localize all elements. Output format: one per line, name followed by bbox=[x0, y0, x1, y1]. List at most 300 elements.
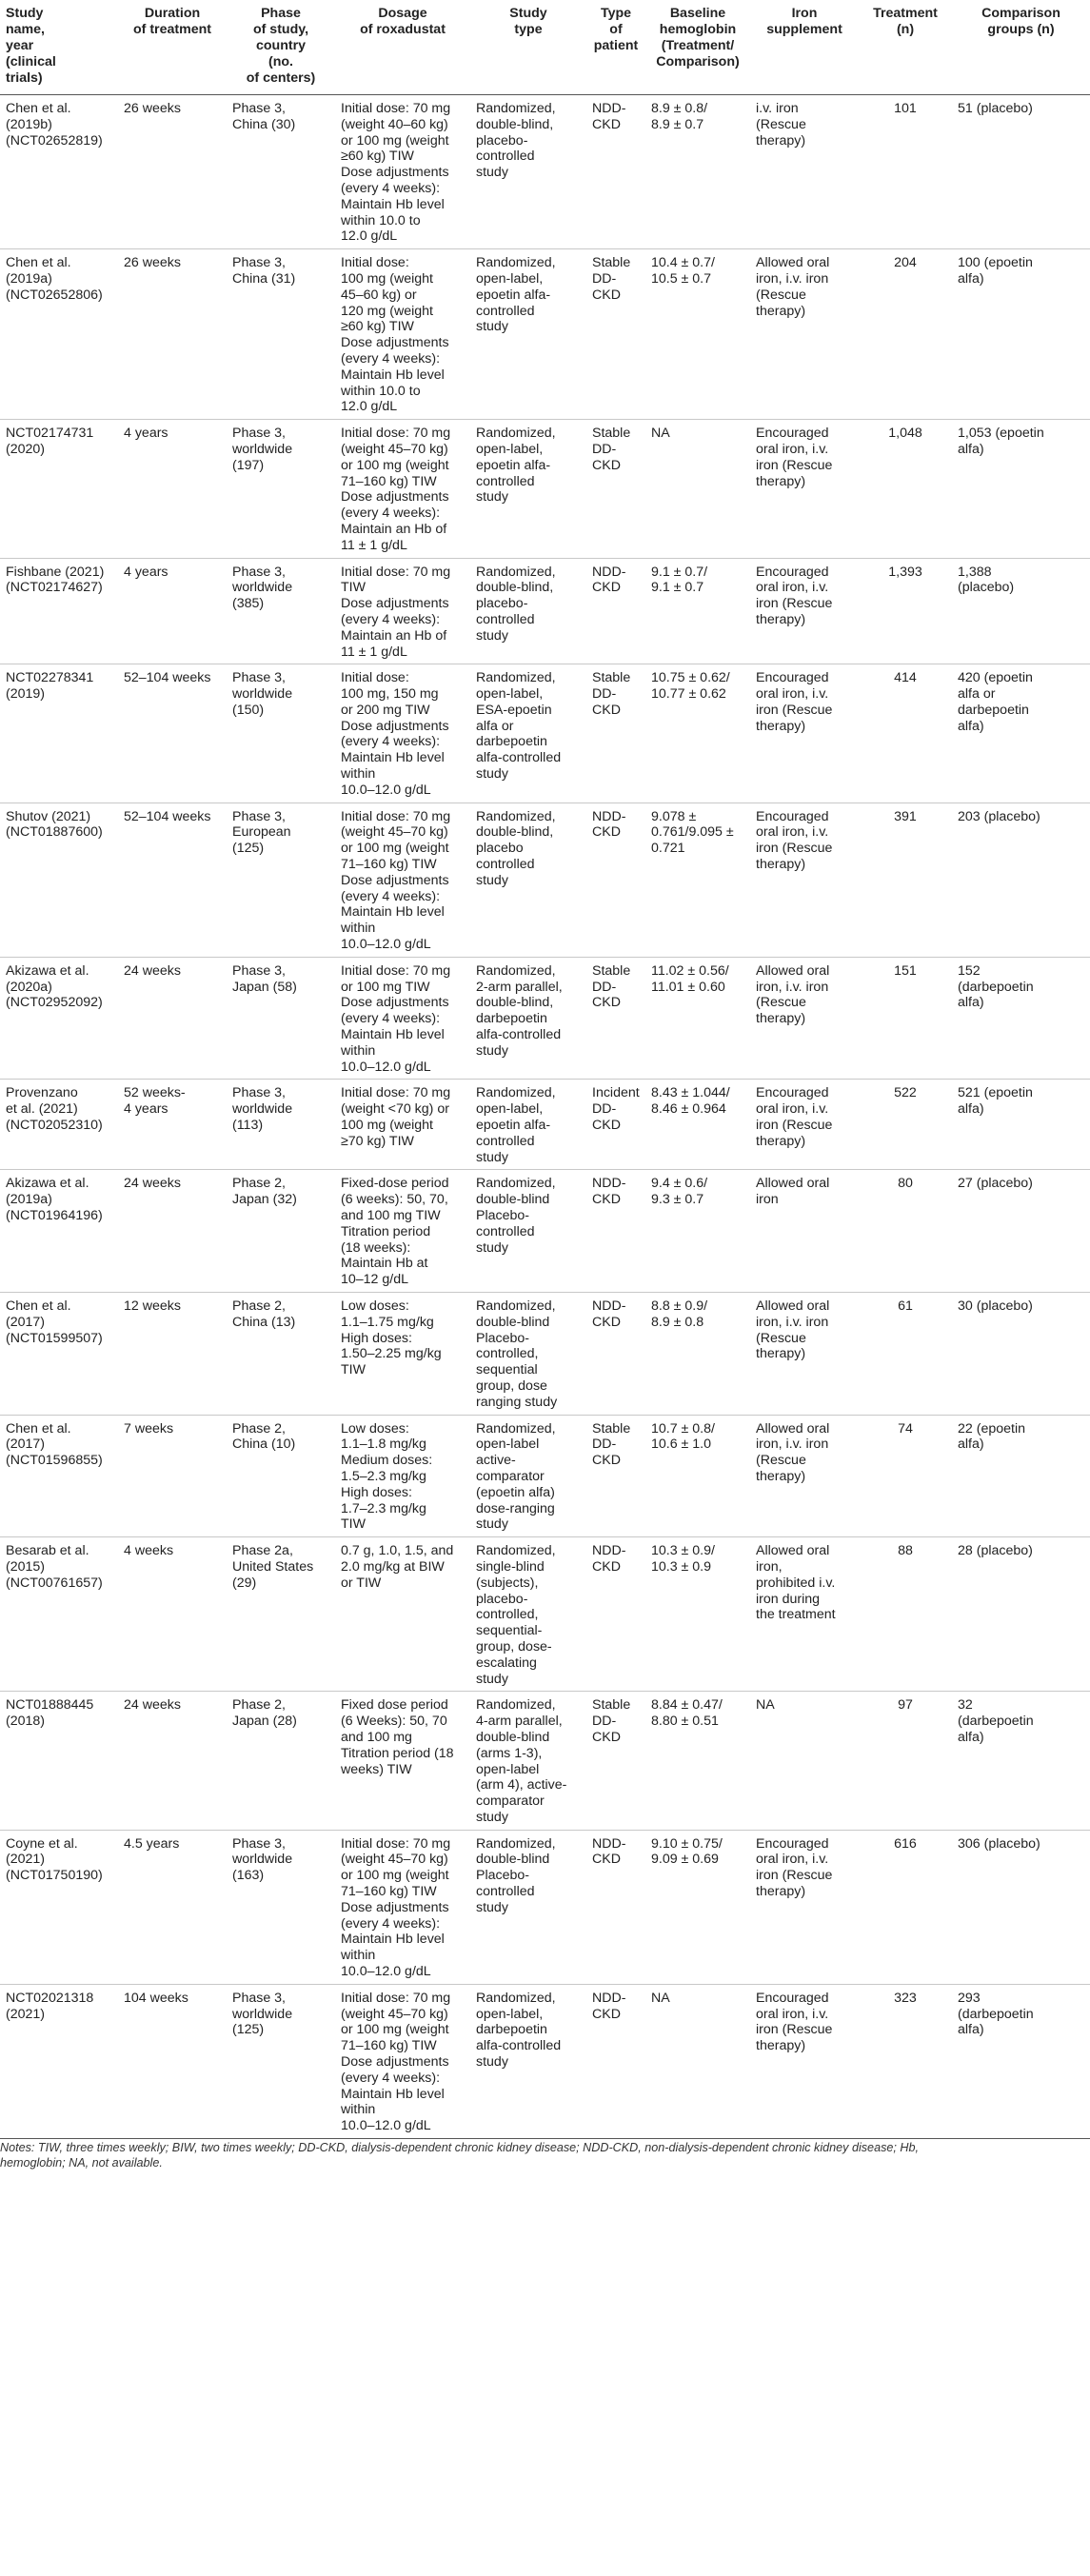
cell-text-line: NA bbox=[756, 1697, 775, 1714]
cell-text-line: Dose adjustments bbox=[341, 1899, 449, 1915]
study-name-cell bbox=[0, 1292, 118, 1415]
cell-text-line: iron during bbox=[756, 1591, 821, 1607]
cell-text-line: epoetin alfa- bbox=[476, 457, 551, 473]
cell-text-line: oral iron, i.v. bbox=[756, 824, 829, 841]
cell-text-line: Encouraged bbox=[756, 426, 829, 442]
cell-text-line: 1,048 bbox=[888, 426, 922, 442]
cell-text-line: (163) bbox=[232, 1868, 265, 1884]
cell-text-line: open-label bbox=[476, 1761, 540, 1777]
cell-text-line: alfa) bbox=[958, 2022, 984, 2038]
cell-text-line: Allowed oral bbox=[756, 1298, 830, 1314]
table-row bbox=[0, 1537, 1090, 1692]
iron-supplement-cell bbox=[750, 957, 859, 1080]
dosage-cell bbox=[335, 1292, 470, 1415]
header-text-line: type bbox=[514, 22, 543, 37]
cell-text-line: 28 (placebo) bbox=[958, 1543, 1033, 1559]
cell-text-line: Phase 2, bbox=[232, 1697, 287, 1714]
cell-text-line: or 100 mg (weight bbox=[341, 132, 449, 149]
cell-text-line: (2019) bbox=[6, 686, 46, 703]
cell-text-line: CKD bbox=[592, 1729, 621, 1745]
iron-supplement-cell bbox=[750, 1080, 859, 1170]
cell-text-line: Stable bbox=[592, 1697, 631, 1714]
cell-text-line: Maintain Hb level bbox=[341, 2086, 445, 2102]
baseline-hemoglobin-cell bbox=[645, 95, 750, 249]
cell-text-line: and 100 mg bbox=[341, 1729, 412, 1745]
cell-text-line: Randomized, bbox=[476, 564, 556, 580]
header-text-line: patient bbox=[593, 38, 639, 53]
comparison-groups-cell bbox=[952, 249, 1090, 420]
cell-text-line: open-label, bbox=[476, 2006, 544, 2022]
cell-text-line: within 10.0 to bbox=[341, 383, 421, 399]
cell-text-line: iron, bbox=[756, 1558, 783, 1575]
cell-text-line: therapy) bbox=[756, 303, 806, 319]
table-notes bbox=[0, 2139, 1090, 2170]
cell-text-line: CKD bbox=[592, 1852, 621, 1868]
baseline-hemoglobin-cell bbox=[645, 803, 750, 957]
cell-text-line: (385) bbox=[232, 596, 265, 612]
iron-supplement-cell bbox=[750, 803, 859, 957]
cell-text-line: study bbox=[476, 1239, 508, 1256]
phase-cell bbox=[227, 1080, 335, 1170]
cell-text-line: alfa or bbox=[958, 686, 996, 703]
header-text-line: of study, bbox=[252, 22, 309, 37]
cell-text-line: darbepoetin bbox=[958, 702, 1029, 718]
cell-text-line: alfa) bbox=[958, 995, 984, 1011]
cell-text-line: (every 4 weeks): bbox=[341, 350, 441, 367]
phase-cell bbox=[227, 803, 335, 957]
cell-text-line: within bbox=[341, 1042, 376, 1059]
cell-text-line: 71–160 kg) TIW bbox=[341, 857, 437, 873]
comparison-groups-cell bbox=[952, 803, 1090, 957]
cell-text-line: Maintain Hb level bbox=[341, 904, 445, 921]
baseline-hemoglobin-cell bbox=[645, 558, 750, 664]
cell-text-line: worldwide bbox=[232, 2006, 293, 2022]
cell-text-line: iron (Rescue bbox=[756, 702, 833, 718]
cell-text-line: alfa) bbox=[958, 441, 984, 457]
study-name-cell bbox=[0, 249, 118, 420]
treatment-n-cell bbox=[859, 803, 952, 957]
cell-text-line: CKD bbox=[592, 995, 621, 1011]
dosage-cell bbox=[335, 1830, 470, 1984]
study-name-cell bbox=[0, 420, 118, 558]
cell-text-line: (NCT01964196) bbox=[6, 1208, 103, 1223]
table-row bbox=[0, 1415, 1090, 1537]
cell-text-line: 45–60 kg) or bbox=[341, 287, 417, 303]
cell-text-line: (weight 45–70 kg) bbox=[341, 824, 448, 841]
baseline-hemoglobin-cell bbox=[645, 1292, 750, 1415]
cell-text-line: CKD bbox=[592, 2006, 621, 2022]
cell-text-line: iron, i.v. iron bbox=[756, 270, 829, 287]
cell-text-line: study bbox=[476, 1042, 508, 1059]
cell-text-line: (2019a) bbox=[6, 270, 52, 287]
study-name-cell bbox=[0, 95, 118, 249]
cell-text-line: 152 bbox=[958, 962, 981, 979]
phase-cell bbox=[227, 1692, 335, 1830]
cell-text-line: 4 years bbox=[124, 426, 168, 442]
cell-text-line: (every 4 weeks): bbox=[341, 2070, 441, 2086]
cell-text-line: therapy) bbox=[756, 1133, 806, 1149]
cell-text-line: therapy) bbox=[756, 132, 806, 149]
cell-text-line: Maintain Hb level bbox=[341, 1932, 445, 1948]
cell-text-line: Low doses: bbox=[341, 1420, 409, 1437]
iron-supplement-column-header bbox=[750, 0, 859, 95]
header-text-line: Dosage bbox=[378, 6, 427, 21]
patient-type-cell bbox=[586, 95, 645, 249]
treatment-n-cell bbox=[859, 1080, 952, 1170]
duration-cell bbox=[118, 1080, 227, 1170]
cell-text-line: Akizawa et al. bbox=[6, 962, 89, 979]
cell-text-line: iron, i.v. iron bbox=[756, 1314, 829, 1330]
baseline-hemoglobin-column-header bbox=[645, 0, 750, 95]
cell-text-line: Allowed oral bbox=[756, 1176, 830, 1192]
cell-text-line: 104 weeks bbox=[124, 1990, 188, 2006]
header-text-line: Study bbox=[509, 6, 547, 21]
cell-text-line: study bbox=[476, 1671, 508, 1687]
cell-text-line: worldwide bbox=[232, 1852, 293, 1868]
duration-cell bbox=[118, 664, 227, 803]
study-name-cell bbox=[0, 1415, 118, 1537]
cell-text-line: 10.4 ± 0.7/ bbox=[651, 255, 715, 271]
duration-cell bbox=[118, 558, 227, 664]
cell-text-line: 10.7 ± 0.8/ bbox=[651, 1420, 715, 1437]
baseline-hemoglobin-cell bbox=[645, 1830, 750, 1984]
cell-text-line: Randomized, bbox=[476, 1298, 556, 1314]
cell-text-line: 293 bbox=[958, 1990, 981, 2006]
treatment-n-cell bbox=[859, 249, 952, 420]
cell-text-line: or 100 mg (weight bbox=[341, 1868, 449, 1884]
cell-text-line: Titration period bbox=[341, 1223, 431, 1239]
cell-text-line: Japan (58) bbox=[232, 979, 297, 995]
cell-text-line: (29) bbox=[232, 1575, 257, 1591]
cell-text-line: open-label, bbox=[476, 270, 544, 287]
cell-text-line: Encouraged bbox=[756, 1085, 829, 1101]
cell-text-line: open-label, bbox=[476, 441, 544, 457]
cell-text-line: Encouraged bbox=[756, 670, 829, 686]
cell-text-line: oral iron, i.v. bbox=[756, 1852, 829, 1868]
cell-text-line: 0.7 g, 1.0, 1.5, and bbox=[341, 1543, 454, 1559]
iron-supplement-cell bbox=[750, 1170, 859, 1293]
cell-text-line: 9.078 ± bbox=[651, 808, 697, 824]
comparison-groups-cell bbox=[952, 1415, 1090, 1537]
dosage-cell bbox=[335, 249, 470, 420]
cell-text-line: 10.0–12.0 g/dL bbox=[341, 782, 431, 798]
cell-text-line: therapy) bbox=[756, 718, 806, 734]
cell-text-line: Stable bbox=[592, 670, 631, 686]
cell-text-line: 11 ± 1 g/dL bbox=[341, 537, 407, 553]
cell-text-line: Phase 3, bbox=[232, 564, 287, 580]
patient-type-cell bbox=[586, 1830, 645, 1984]
baseline-hemoglobin-cell bbox=[645, 664, 750, 803]
cell-text-line: (arms 1-3), bbox=[476, 1745, 543, 1761]
header-text-line: (n) bbox=[896, 22, 915, 37]
cell-text-line: therapy) bbox=[756, 1884, 806, 1900]
dosage-cell bbox=[335, 957, 470, 1080]
cell-text-line: therapy) bbox=[756, 1011, 806, 1027]
cell-text-line: (every 4 weeks): bbox=[341, 734, 441, 750]
iron-supplement-cell bbox=[750, 1292, 859, 1415]
table-body bbox=[0, 95, 1090, 2139]
cell-text-line: Maintain Hb level bbox=[341, 750, 445, 766]
duration-cell bbox=[118, 1170, 227, 1293]
cell-text-line: Randomized, bbox=[476, 255, 556, 271]
duration-cell bbox=[118, 420, 227, 558]
cell-text-line: 10.77 ± 0.62 bbox=[651, 686, 726, 703]
cell-text-line: double-blind bbox=[476, 1852, 550, 1868]
cell-text-line: study bbox=[476, 1149, 508, 1165]
cell-text-line: i.v. iron bbox=[756, 101, 799, 116]
cell-text-line: or 100 mg (weight bbox=[341, 2022, 449, 2038]
cell-text-line: (epoetin alfa) bbox=[476, 1484, 555, 1500]
dosage-cell bbox=[335, 420, 470, 558]
comparison-groups-cell bbox=[952, 1537, 1090, 1692]
table-row bbox=[0, 420, 1090, 558]
cell-text-line: 52–104 weeks bbox=[124, 670, 211, 686]
cell-text-line: (125) bbox=[232, 841, 265, 857]
cell-text-line: or 200 mg TIW bbox=[341, 702, 430, 718]
cell-text-line: 26 weeks bbox=[124, 101, 181, 116]
header-text-line: Type bbox=[600, 6, 632, 21]
cell-text-line: 8.43 ± 1.044/ bbox=[651, 1085, 730, 1101]
cell-text-line: (2017) bbox=[6, 1437, 46, 1453]
study-type-cell bbox=[470, 803, 586, 957]
cell-text-line: Shutov (2021) bbox=[6, 808, 91, 824]
cell-text-line: within bbox=[341, 921, 376, 937]
cell-text-line: Randomized, bbox=[476, 1990, 556, 2006]
cell-text-line: 10.0–12.0 g/dL bbox=[341, 2118, 431, 2134]
study-type-cell bbox=[470, 957, 586, 1080]
cell-text-line: controlled bbox=[476, 1133, 535, 1149]
cell-text-line: 22 (epoetin bbox=[958, 1420, 1025, 1437]
cell-text-line: iron (Rescue bbox=[756, 841, 833, 857]
cell-text-line: epoetin alfa- bbox=[476, 287, 551, 303]
cell-text-line: sequential- bbox=[476, 1623, 543, 1639]
table-row bbox=[0, 803, 1090, 957]
study-type-column-header bbox=[470, 0, 586, 95]
cell-text-line: CKD bbox=[592, 580, 621, 596]
cell-text-line: CKD bbox=[592, 1453, 621, 1469]
table-row bbox=[0, 95, 1090, 249]
header-text-line: Phase bbox=[261, 6, 301, 21]
cell-text-line: (2015) bbox=[6, 1558, 46, 1575]
cell-text-line: double-blind bbox=[476, 1192, 550, 1208]
cell-text-line: alfa-controlled bbox=[476, 1027, 562, 1043]
cell-text-line: study bbox=[476, 489, 508, 505]
cell-text-line: Japan (32) bbox=[232, 1192, 297, 1208]
cell-text-line: 52 weeks- bbox=[124, 1085, 186, 1101]
cell-text-line: 151 bbox=[894, 962, 917, 979]
cell-text-line: NDD- bbox=[592, 101, 626, 116]
cell-text-line: prohibited i.v. bbox=[756, 1575, 836, 1591]
header-text-line: of centers) bbox=[246, 70, 316, 86]
cell-text-line: 101 bbox=[894, 101, 917, 116]
cell-text-line: controlled bbox=[476, 303, 535, 319]
cell-text-line: Initial dose: bbox=[341, 670, 409, 686]
study-type-cell bbox=[470, 1984, 586, 2138]
cell-text-line: (subjects), bbox=[476, 1575, 539, 1591]
cell-text-line: Maintain an Hb of bbox=[341, 521, 447, 537]
cell-text-line: Randomized, bbox=[476, 1420, 556, 1437]
baseline-hemoglobin-cell bbox=[645, 1415, 750, 1537]
cell-text-line: Phase 3, bbox=[232, 670, 287, 686]
header-text-line: name, bbox=[6, 22, 46, 37]
cell-text-line: iron (Rescue bbox=[756, 457, 833, 473]
cell-text-line: Phase 2, bbox=[232, 1176, 287, 1192]
cell-text-line: oral iron, i.v. bbox=[756, 2006, 829, 2022]
cell-text-line: Stable bbox=[592, 255, 631, 271]
dosage-cell bbox=[335, 1080, 470, 1170]
cell-text-line: 88 bbox=[898, 1543, 913, 1559]
cell-text-line: (every 4 weeks): bbox=[341, 505, 441, 522]
cell-text-line: 1,388 bbox=[958, 564, 992, 580]
cell-text-line: 12.0 g/dL bbox=[341, 228, 398, 245]
study-type-cell bbox=[470, 1080, 586, 1170]
cell-text-line: Allowed oral bbox=[756, 962, 830, 979]
cell-text-line: 10–12 g/dL bbox=[341, 1272, 409, 1288]
cell-text-line: (Rescue bbox=[756, 1453, 806, 1469]
table-row bbox=[0, 558, 1090, 664]
patient-type-cell bbox=[586, 1170, 645, 1293]
cell-text-line: iron bbox=[756, 1192, 779, 1208]
cell-text-line: Encouraged bbox=[756, 808, 829, 824]
cell-text-line: controlled bbox=[476, 611, 535, 627]
dosage-cell bbox=[335, 803, 470, 957]
cell-text-line: Initial dose: 70 mg bbox=[341, 962, 451, 979]
cell-text-line: DD- bbox=[592, 1101, 617, 1118]
cell-text-line: 7 weeks bbox=[124, 1420, 174, 1437]
cell-text-line: study bbox=[476, 319, 508, 335]
patient-type-cell bbox=[586, 249, 645, 420]
cell-text-line: therapy) bbox=[756, 1346, 806, 1362]
cell-text-line: group, dose- bbox=[476, 1638, 552, 1655]
header-text-line: trials) bbox=[6, 70, 43, 86]
cell-text-line: Initial dose: bbox=[341, 255, 409, 271]
baseline-hemoglobin-cell bbox=[645, 1537, 750, 1692]
cell-text-line: China (31) bbox=[232, 270, 296, 287]
cell-text-line: Randomized, bbox=[476, 426, 556, 442]
study-type-cell bbox=[470, 95, 586, 249]
cell-text-line: iron (Rescue bbox=[756, 1868, 833, 1884]
cell-text-line: NA bbox=[651, 1990, 670, 2006]
cell-text-line: Phase 3, bbox=[232, 1835, 287, 1852]
cell-text-line: 420 (epoetin bbox=[958, 670, 1033, 686]
iron-supplement-cell bbox=[750, 249, 859, 420]
duration-cell bbox=[118, 249, 227, 420]
table-row bbox=[0, 1170, 1090, 1293]
cell-text-line: ≥60 kg) TIW bbox=[341, 149, 414, 165]
cell-text-line: Placebo- bbox=[476, 1330, 529, 1346]
cell-text-line: DD- bbox=[592, 979, 617, 995]
cell-text-line: 27 (placebo) bbox=[958, 1176, 1033, 1192]
header-text-line: Comparison bbox=[981, 6, 1060, 21]
cell-text-line: Initial dose: 70 mg bbox=[341, 426, 451, 442]
cell-text-line: 10.75 ± 0.62/ bbox=[651, 670, 730, 686]
cell-text-line: therapy) bbox=[756, 611, 806, 627]
phase-cell bbox=[227, 420, 335, 558]
cell-text-line: open-label, bbox=[476, 686, 544, 703]
cell-text-line: Stable bbox=[592, 962, 631, 979]
cell-text-line: Chen et al. bbox=[6, 101, 71, 116]
header-text-line: Comparison) bbox=[656, 54, 740, 69]
cell-text-line: China (13) bbox=[232, 1314, 296, 1330]
cell-text-line: (113) bbox=[232, 1118, 264, 1134]
cell-text-line: Fixed-dose period bbox=[341, 1176, 449, 1192]
patient-type-cell bbox=[586, 1415, 645, 1537]
cell-text-line: Phase 3, bbox=[232, 255, 287, 271]
cell-text-line: (weight 45–70 kg) bbox=[341, 2006, 448, 2022]
cell-text-line: 323 bbox=[894, 1990, 917, 2006]
cell-text-line: Phase 3, bbox=[232, 1085, 287, 1101]
cell-text-line: double-blind, bbox=[476, 580, 554, 596]
iron-supplement-cell bbox=[750, 1830, 859, 1984]
cell-text-line: NDD- bbox=[592, 1176, 626, 1192]
cell-text-line: and 100 mg TIW bbox=[341, 1208, 441, 1223]
cell-text-line: escalating bbox=[476, 1655, 537, 1671]
iron-supplement-cell bbox=[750, 1692, 859, 1830]
cell-text-line: 414 bbox=[894, 670, 917, 686]
cell-text-line: darbepoetin bbox=[476, 2022, 547, 2038]
phase-cell bbox=[227, 957, 335, 1080]
cell-text-line: controlled bbox=[476, 1223, 535, 1239]
cell-text-line: (2019b) bbox=[6, 116, 52, 132]
cell-text-line: iron (Rescue bbox=[756, 1118, 833, 1134]
study-type-cell bbox=[470, 1537, 586, 1692]
header-text-line: (no. bbox=[268, 54, 293, 69]
treatment-n-cell bbox=[859, 1292, 952, 1415]
cell-text-line: 4 weeks bbox=[124, 1543, 174, 1559]
cell-text-line: 100 (epoetin bbox=[958, 255, 1033, 271]
cell-text-line: Allowed oral bbox=[756, 1420, 830, 1437]
comparison-groups-cell bbox=[952, 664, 1090, 803]
cell-text-line: Maintain Hb level bbox=[341, 367, 445, 383]
comparison-groups-cell bbox=[952, 558, 1090, 664]
cell-text-line: (NCT01887600) bbox=[6, 824, 103, 841]
cell-text-line: sequential bbox=[476, 1362, 538, 1378]
cell-text-line: double-blind bbox=[476, 1314, 550, 1330]
cell-text-line: 1.1–1.75 mg/kg bbox=[341, 1314, 434, 1330]
cell-text-line: Japan (28) bbox=[232, 1714, 297, 1730]
study-type-cell bbox=[470, 1830, 586, 1984]
phase-cell bbox=[227, 1170, 335, 1293]
duration-cell bbox=[118, 1415, 227, 1537]
cell-text-line: 11.01 ± 0.60 bbox=[651, 979, 725, 995]
baseline-hemoglobin-cell bbox=[645, 1080, 750, 1170]
phase-cell bbox=[227, 1292, 335, 1415]
cell-text-line: DD- bbox=[592, 1714, 617, 1730]
phase-cell bbox=[227, 1415, 335, 1537]
cell-text-line: Dose adjustments bbox=[341, 165, 449, 181]
cell-text-line: comparator bbox=[476, 1468, 545, 1484]
cell-text-line: Chen et al. bbox=[6, 1298, 71, 1314]
cell-text-line: CKD bbox=[592, 457, 621, 473]
cell-text-line: 8.9 ± 0.8/ bbox=[651, 101, 708, 116]
cell-text-line: double-blind bbox=[476, 1729, 550, 1745]
cell-text-line: 9.3 ± 0.7 bbox=[651, 1192, 704, 1208]
cell-text-line: open-label bbox=[476, 1437, 540, 1453]
cell-text-line: NDD- bbox=[592, 1835, 626, 1852]
cell-text-line: 8.46 ± 0.964 bbox=[651, 1101, 726, 1118]
cell-text-line: (150) bbox=[232, 702, 265, 718]
cell-text-line: alfa) bbox=[958, 718, 984, 734]
cell-text-line: Allowed oral bbox=[756, 255, 830, 271]
cell-text-line: Randomized, bbox=[476, 1697, 556, 1714]
cell-text-line: Maintain an Hb of bbox=[341, 627, 447, 644]
cell-text-line: Dose adjustments bbox=[341, 995, 449, 1011]
treatment-n-cell bbox=[859, 420, 952, 558]
cell-text-line: oral iron, i.v. bbox=[756, 1101, 829, 1118]
table-header bbox=[0, 0, 1090, 95]
treatment-n-column-header bbox=[859, 0, 952, 95]
dosage-cell bbox=[335, 558, 470, 664]
